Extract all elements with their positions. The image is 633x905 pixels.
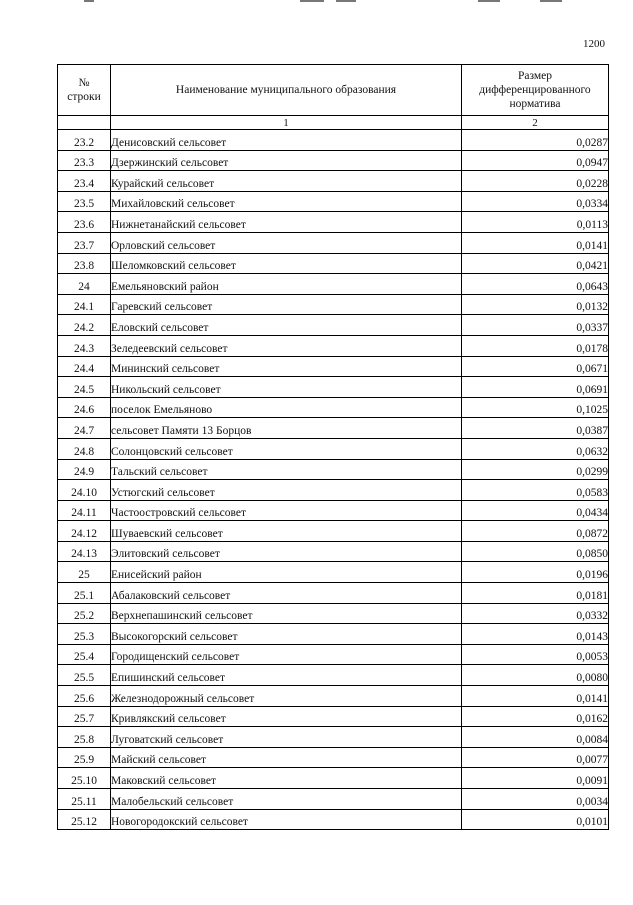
municipality-name-cell: Курайский сельсовет <box>111 171 462 192</box>
municipality-name-cell: Еловский сельсовет <box>111 315 462 336</box>
row-number-cell: 23.3 <box>58 150 111 171</box>
table-row <box>58 418 609 439</box>
header-index-2: 2 <box>462 116 609 130</box>
municipality-name-cell: Элитовский сельсовет <box>111 541 462 562</box>
table-row <box>58 521 609 542</box>
normative-value-cell: 0,0034 <box>462 789 609 810</box>
table-row <box>58 438 609 459</box>
table-row <box>58 747 609 768</box>
row-number-cell: 25.8 <box>58 727 111 748</box>
row-number-cell: 25.6 <box>58 686 111 707</box>
row-number-cell: 25.12 <box>58 809 111 830</box>
table-row <box>58 562 609 583</box>
row-number-cell: 23.4 <box>58 171 111 192</box>
table-row <box>58 603 609 624</box>
table-row <box>58 232 609 253</box>
table-row <box>58 789 609 810</box>
table-row <box>58 356 609 377</box>
row-number-cell: 23.5 <box>58 191 111 212</box>
normative-value-cell: 0,0084 <box>462 727 609 748</box>
table-row <box>58 397 609 418</box>
normative-value-cell: 0,0181 <box>462 583 609 604</box>
normative-value-cell: 0,0196 <box>462 562 609 583</box>
normative-value-cell: 0,0077 <box>462 747 609 768</box>
row-number-cell: 23.7 <box>58 232 111 253</box>
normative-table <box>57 64 609 830</box>
normative-value-cell: 0,0228 <box>462 171 609 192</box>
table-row <box>58 727 609 748</box>
header-municipality-name: Наименование муниципального образования <box>111 65 462 116</box>
municipality-name-cell: Шеломковский сельсовет <box>111 253 462 274</box>
table-row <box>58 171 609 192</box>
row-number-cell: 23.2 <box>58 130 111 151</box>
table-row <box>58 294 609 315</box>
row-number-cell: 24.9 <box>58 459 111 480</box>
row-number-cell: 24.3 <box>58 335 111 356</box>
normative-value-cell: 0,0141 <box>462 232 609 253</box>
normative-value-cell: 0,0334 <box>462 191 609 212</box>
normative-value-cell: 0,0091 <box>462 768 609 789</box>
normative-value-cell: 0,0053 <box>462 644 609 665</box>
row-number-cell: 24.1 <box>58 294 111 315</box>
municipality-name-cell: Малобельский сельсовет <box>111 789 462 810</box>
normative-value-cell: 0,0299 <box>462 459 609 480</box>
row-number-cell: 24.6 <box>58 397 111 418</box>
normative-value-cell: 0,0101 <box>462 809 609 830</box>
municipality-name-cell: Новогородокский сельсовет <box>111 809 462 830</box>
table-row <box>58 150 609 171</box>
table-row <box>58 541 609 562</box>
normative-value-cell: 0,0162 <box>462 706 609 727</box>
row-number-cell: 25.3 <box>58 624 111 645</box>
header-normative-size: Размер дифференцированного норматива <box>462 65 609 116</box>
municipality-name-cell: Кривлякский сельсовет <box>111 706 462 727</box>
normative-value-cell: 0,0583 <box>462 480 609 501</box>
header-row-number: № строки <box>58 65 111 116</box>
municipality-name-cell: Денисовский сельсовет <box>111 130 462 151</box>
table-row <box>58 768 609 789</box>
row-number-cell: 25.9 <box>58 747 111 768</box>
row-number-cell: 24.11 <box>58 500 111 521</box>
municipality-name-cell: Мининский сельсовет <box>111 356 462 377</box>
header-index-1: 1 <box>111 116 462 130</box>
municipality-name-cell: Маковский сельсовет <box>111 768 462 789</box>
normative-value-cell: 0,0387 <box>462 418 609 439</box>
municipality-name-cell: Городищенский сельсовет <box>111 644 462 665</box>
table-row <box>58 706 609 727</box>
table-row <box>58 315 609 336</box>
row-number-cell: 23.8 <box>58 253 111 274</box>
normative-value-cell: 0,0143 <box>462 624 609 645</box>
municipality-name-cell: поселок Емельяново <box>111 397 462 418</box>
table-row <box>58 130 609 151</box>
table-row <box>58 644 609 665</box>
municipality-name-cell: Орловский сельсовет <box>111 232 462 253</box>
normative-value-cell: 0,0337 <box>462 315 609 336</box>
municipality-name-cell: Майский сельсовет <box>111 747 462 768</box>
normative-value-cell: 0,0434 <box>462 500 609 521</box>
row-number-cell: 24.5 <box>58 377 111 398</box>
scan-edge-marks <box>0 0 633 6</box>
row-number-cell: 25.5 <box>58 665 111 686</box>
row-number-cell: 25.4 <box>58 644 111 665</box>
municipality-name-cell: Михайловский сельсовет <box>111 191 462 212</box>
municipality-name-cell: Луговатский сельсовет <box>111 727 462 748</box>
table-row <box>58 191 609 212</box>
row-number-cell: 25.1 <box>58 583 111 604</box>
normative-value-cell: 0,0332 <box>462 603 609 624</box>
municipality-name-cell: Дзержинский сельсовет <box>111 150 462 171</box>
municipality-name-cell: Высокогорский сельсовет <box>111 624 462 645</box>
municipality-name-cell: Железнодорожный сельсовет <box>111 686 462 707</box>
row-number-cell: 24.8 <box>58 438 111 459</box>
municipality-name-cell: Енисейский район <box>111 562 462 583</box>
normative-value-cell: 0,0947 <box>462 150 609 171</box>
row-number-cell: 25.2 <box>58 603 111 624</box>
municipality-name-cell: Частоостровский сельсовет <box>111 500 462 521</box>
municipality-name-cell: Епишинский сельсовет <box>111 665 462 686</box>
table-row <box>58 583 609 604</box>
municipality-name-cell: Никольский сельсовет <box>111 377 462 398</box>
table-row <box>58 335 609 356</box>
municipality-name-cell: Солонцовский сельсовет <box>111 438 462 459</box>
normative-value-cell: 0,0132 <box>462 294 609 315</box>
table-row <box>58 377 609 398</box>
municipality-name-cell: Шуваевский сельсовет <box>111 521 462 542</box>
table-row <box>58 274 609 295</box>
row-number-cell: 25.7 <box>58 706 111 727</box>
normative-value-cell: 0,0141 <box>462 686 609 707</box>
municipality-name-cell: сельсовет Памяти 13 Борцов <box>111 418 462 439</box>
normative-value-cell: 0,0080 <box>462 665 609 686</box>
table-row <box>58 686 609 707</box>
page-number: 1200 <box>583 38 605 50</box>
row-number-cell: 24.10 <box>58 480 111 501</box>
municipality-name-cell: Нижнетанайский сельсовет <box>111 212 462 233</box>
table-row <box>58 624 609 645</box>
table-row <box>58 665 609 686</box>
normative-value-cell: 0,0421 <box>462 253 609 274</box>
normative-value-cell: 0,0287 <box>462 130 609 151</box>
normative-value-cell: 0,0632 <box>462 438 609 459</box>
header-index-empty <box>58 116 111 130</box>
normative-value-cell: 0,0178 <box>462 335 609 356</box>
table-row <box>58 459 609 480</box>
municipality-name-cell: Тальский сельсовет <box>111 459 462 480</box>
normative-value-cell: 0,0850 <box>462 541 609 562</box>
row-number-cell: 23.6 <box>58 212 111 233</box>
municipality-name-cell: Емельяновский район <box>111 274 462 295</box>
row-number-cell: 25 <box>58 562 111 583</box>
municipality-name-cell: Абалаковский сельсовет <box>111 583 462 604</box>
normative-value-cell: 0,0113 <box>462 212 609 233</box>
table-row <box>58 809 609 830</box>
table-row <box>58 500 609 521</box>
row-number-cell: 24.2 <box>58 315 111 336</box>
row-number-cell: 24.7 <box>58 418 111 439</box>
row-number-cell: 24 <box>58 274 111 295</box>
table-row <box>58 480 609 501</box>
normative-value-cell: 0,0691 <box>462 377 609 398</box>
row-number-cell: 24.13 <box>58 541 111 562</box>
municipality-name-cell: Устюгский сельсовет <box>111 480 462 501</box>
municipality-name-cell: Гаревский сельсовет <box>111 294 462 315</box>
municipality-name-cell: Зеледеевский сельсовет <box>111 335 462 356</box>
row-number-cell: 25.11 <box>58 789 111 810</box>
normative-value-cell: 0,1025 <box>462 397 609 418</box>
row-number-cell: 24.4 <box>58 356 111 377</box>
normative-value-cell: 0,0872 <box>462 521 609 542</box>
municipality-name-cell: Верхнепашинский сельсовет <box>111 603 462 624</box>
row-number-cell: 25.10 <box>58 768 111 789</box>
normative-value-cell: 0,0671 <box>462 356 609 377</box>
table-row <box>58 212 609 233</box>
row-number-cell: 24.12 <box>58 521 111 542</box>
normative-value-cell: 0,0643 <box>462 274 609 295</box>
table-row <box>58 253 609 274</box>
